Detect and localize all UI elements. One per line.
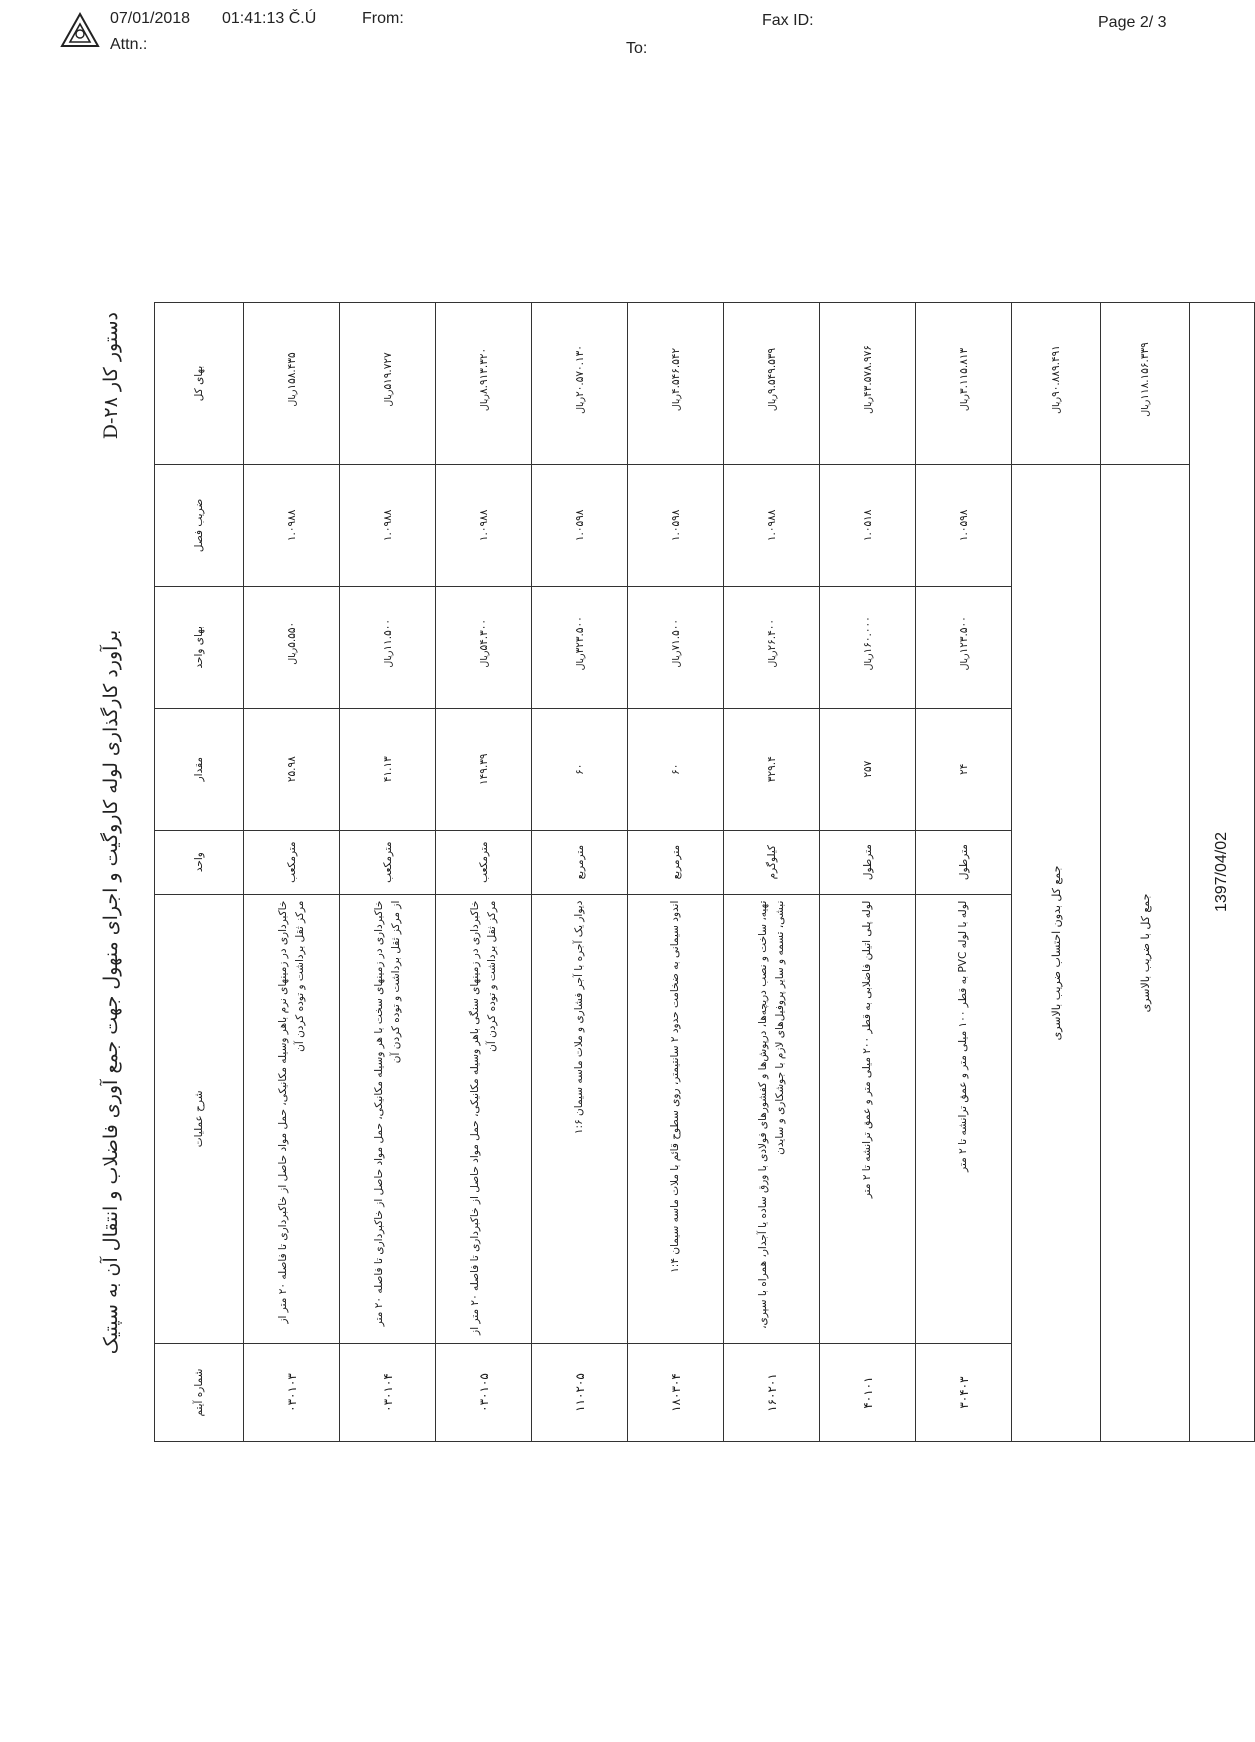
item-unit-price-value: ۷۱.۵۰۰ [669, 619, 682, 651]
currency-label: ریال [286, 389, 298, 407]
item-unit-price-value: ۵.۵۵۰ [285, 621, 298, 648]
sum-total-value: ۱۱۸.۱۵۶.۳۳۹ [1139, 342, 1151, 400]
item-factor-value: ۱.۰۹۸۸ [285, 509, 298, 542]
currency-label: ریال [478, 394, 490, 412]
item-factor [916, 464, 1012, 586]
currency-label: ریال [958, 653, 970, 671]
item-description: خاکبرداری در زمینهای سنگی باهر وسیله مکانیکی، حمل مواد حاصل از خاکبرداری تا فاصله ۲۰ متر از مرکز ثقل برداشت و توده کردن آن [436, 894, 532, 1343]
item-factor [724, 464, 820, 586]
item-unit: مترمکعب [340, 830, 436, 894]
item-quantity: ۶۰ [628, 708, 724, 830]
item-factor-value: ۱.۰۵۱۸ [861, 509, 874, 542]
col-header-unit: واحد [155, 830, 244, 894]
fax-logo-icon [60, 12, 100, 48]
item-unit-price [820, 586, 916, 708]
sum-label: جمع کل با ضریب بالاسری [1101, 464, 1190, 1441]
document-title: برآورد کارگذاری لوله کاروگیت و اجرای منهول جهت جمع آوری فاضلاب و انتقال آن به سپتیک [100, 629, 122, 1355]
item-code: ۳۰۴۰۳ [916, 1344, 1012, 1442]
item-total [244, 303, 340, 465]
sum-row [1101, 303, 1190, 1442]
table-row [916, 303, 1012, 1442]
currency-label: ریال [862, 396, 874, 414]
item-factor [820, 464, 916, 586]
table-row [628, 303, 724, 1442]
fax-time: 01:41:13 Č.Ú [222, 10, 317, 27]
sum-total [1101, 303, 1190, 465]
fax-to-label: To: [626, 40, 648, 57]
col-header-code: شماره آیتم [155, 1344, 244, 1442]
col-header-unit-price: بهای واحد [155, 586, 244, 708]
document-title-row [92, 302, 136, 1442]
item-unit-price-value: ۱۶۰.۰۰۰ [861, 616, 874, 654]
item-unit-price [532, 586, 628, 708]
table-body [244, 303, 1255, 1442]
currency-label: ریال [286, 647, 298, 665]
item-factor-value: ۱.۰۹۸۸ [381, 509, 394, 542]
item-code: ۰۳۰۱۰۵ [436, 1344, 532, 1442]
item-code: ۰۳۰۱۰۳ [244, 1344, 340, 1442]
item-unit-price-value: ۱۲۳.۵۰۰ [957, 616, 970, 654]
item-unit-price [628, 586, 724, 708]
currency-label: ریال [382, 650, 394, 668]
item-description: دیوار یک آجره با آجر فشاری و ملات ماسه سیمان ۱:۶ [532, 894, 628, 1343]
item-total-value: ۴۳.۵۷۸.۹۷۶ [861, 345, 874, 397]
item-total [916, 303, 1012, 465]
item-total-value: ۴.۵۴۶.۵۴۲ [669, 347, 682, 395]
item-quantity: ۴۱.۱۳ [340, 708, 436, 830]
document-date: 1397/04/02 [1190, 303, 1255, 1442]
item-factor [244, 464, 340, 586]
fax-header [0, 0, 1228, 70]
item-unit: مترمربع [532, 830, 628, 894]
item-quantity: ۲۴ [916, 708, 1012, 830]
currency-label: ریال [766, 650, 778, 668]
item-code: ۰۳۰۱۰۴ [340, 1344, 436, 1442]
table-row [340, 303, 436, 1442]
item-total-value: ۵۱۹.۷۲۷ [381, 352, 394, 390]
item-total-value: ۲۰.۵۷۰.۱۳۰ [573, 345, 586, 397]
item-unit-price-value: ۵۴.۳۰۰ [477, 619, 490, 651]
table-row [532, 303, 628, 1442]
currency-label: ریال [862, 653, 874, 671]
estimate-table [154, 302, 1255, 1442]
item-total [628, 303, 724, 465]
sum-total-value: ۹۰.۸۸۹.۴۹۱ [1050, 345, 1062, 397]
item-factor-value: ۱.۰۹۸۸ [477, 509, 490, 542]
item-description: لوله پلی اتیلن فاضلابی به قطر ۲۰۰ میلی متر و عمق ترانشه تا ۲ متر [820, 894, 916, 1343]
item-unit-price-value: ۱۱.۵۰۰ [381, 619, 394, 651]
table-row [436, 303, 532, 1442]
table-row [244, 303, 340, 1442]
currency-label: ریال [766, 394, 778, 412]
currency-label: ریال [382, 389, 394, 407]
item-unit: کیلوگرم [724, 830, 820, 894]
item-total [820, 303, 916, 465]
item-unit: مترطول [820, 830, 916, 894]
currency-label: ریال [478, 650, 490, 668]
fax-date: 07/01/2018 [110, 10, 191, 27]
date-row [1190, 303, 1255, 1442]
rotated-document [92, 302, 1230, 1442]
item-unit: مترمکعب [436, 830, 532, 894]
col-header-desc: شرح عملیات [155, 894, 244, 1343]
currency-label: ریال [1140, 399, 1151, 417]
item-unit-price [724, 586, 820, 708]
col-header-qty: مقدار [155, 708, 244, 830]
item-unit-price [340, 586, 436, 708]
item-code: ۴۰۱۰۱ [820, 1344, 916, 1442]
fax-attn-label: Attn.: [110, 36, 148, 53]
sum-row [1012, 303, 1101, 1442]
currency-label: ریال [958, 394, 970, 412]
item-description: اندود سیمانی به ضخامت حدود ۲ سانتیمتر، روی سطوح قائم با ملات ماسه سیمان ۱:۴ [628, 894, 724, 1343]
sum-total [1012, 303, 1101, 465]
currency-label: ریال [670, 394, 682, 412]
item-factor [628, 464, 724, 586]
item-total-value: ۳.۱۱۵.۸۱۳ [957, 347, 970, 395]
item-factor [340, 464, 436, 586]
item-unit: مترمکعب [244, 830, 340, 894]
table-row [820, 303, 916, 1442]
item-unit-price [916, 586, 1012, 708]
fax-from-label: From: [362, 10, 404, 27]
item-total-value: ۸.۹۱۳.۳۲۰ [477, 347, 490, 395]
item-quantity: ۱۴۹.۳۹ [436, 708, 532, 830]
item-code: ۱۶۰۲۰۱ [724, 1344, 820, 1442]
currency-label: ریال [574, 653, 586, 671]
item-unit-price [244, 586, 340, 708]
item-total-value: ۱۵۸.۴۳۵ [285, 352, 298, 390]
currency-label: ریال [1051, 396, 1062, 414]
item-description: خاکبرداری در زمینهای نرم باهر وسیله مکانیکی، حمل مواد حاصل از خاکبرداری تا فاصله ۲۰ متر از مرکز ثقل برداشت و توده کردن آن [244, 894, 340, 1343]
item-description: لوله با لوله PVC به قطر ۱۰۰ میلی متر و عمق ترانشه تا ۲ متر [916, 894, 1012, 1343]
item-description: خاکبرداری در زمینهای سخت با هر وسیله مکانیکی، حمل مواد حاصل از خاکبرداری تا فاصله ۲۰ متر از مرکز ثقل برداشت و توده کردن آن [340, 894, 436, 1343]
currency-label: ریال [574, 396, 586, 414]
item-total [436, 303, 532, 465]
work-order-code: دستور کار ۲۸-D [100, 312, 122, 440]
item-quantity: ۶۰ [532, 708, 628, 830]
col-header-factor: ضریب فصل [155, 464, 244, 586]
item-unit-price-value: ۲۶.۴۰۰ [765, 619, 778, 651]
fax-page-number: Page 2/ 3 [1098, 14, 1167, 31]
fax-id-label: Fax ID: [762, 12, 814, 29]
item-factor-value: ۱.۰۵۹۸ [669, 509, 682, 542]
item-factor-value: ۱.۰۵۹۸ [573, 509, 586, 542]
table-row [724, 303, 820, 1442]
item-quantity: ۲۵.۹۸ [244, 708, 340, 830]
item-unit: مترمربع [628, 830, 724, 894]
item-quantity: ۲۵۷ [820, 708, 916, 830]
col-header-total: بهای کل [155, 303, 244, 465]
item-unit: مترطول [916, 830, 1012, 894]
currency-label: ریال [670, 650, 682, 668]
table-header-row [155, 303, 244, 1442]
item-factor [436, 464, 532, 586]
item-unit-price [436, 586, 532, 708]
item-factor-value: ۱.۰۵۹۸ [957, 509, 970, 542]
item-total [340, 303, 436, 465]
item-code: ۱۸۰۳۰۴ [628, 1344, 724, 1442]
sum-label: جمع کل بدون احتساب ضریب بالاسری [1012, 464, 1101, 1441]
item-total [724, 303, 820, 465]
item-total-value: ۹.۵۴۹.۵۳۹ [765, 347, 778, 395]
item-factor [532, 464, 628, 586]
item-quantity: ۳۲۹.۴ [724, 708, 820, 830]
item-description: تهیه، ساخت و نصب دریچه‌ها، درپوش‌ها و کفشورهای فولادی با ورق ساده یا آجدار، همراه با سپری، نبشی، تسمه و سایر پروفیل‌های لازم با جوشکاری و سایدن [724, 894, 820, 1343]
item-factor-value: ۱.۰۹۸۸ [765, 509, 778, 542]
item-unit-price-value: ۳۲۳.۵۰۰ [573, 616, 586, 654]
item-code: ۱۱۰۲۰۵ [532, 1344, 628, 1442]
item-total [532, 303, 628, 465]
